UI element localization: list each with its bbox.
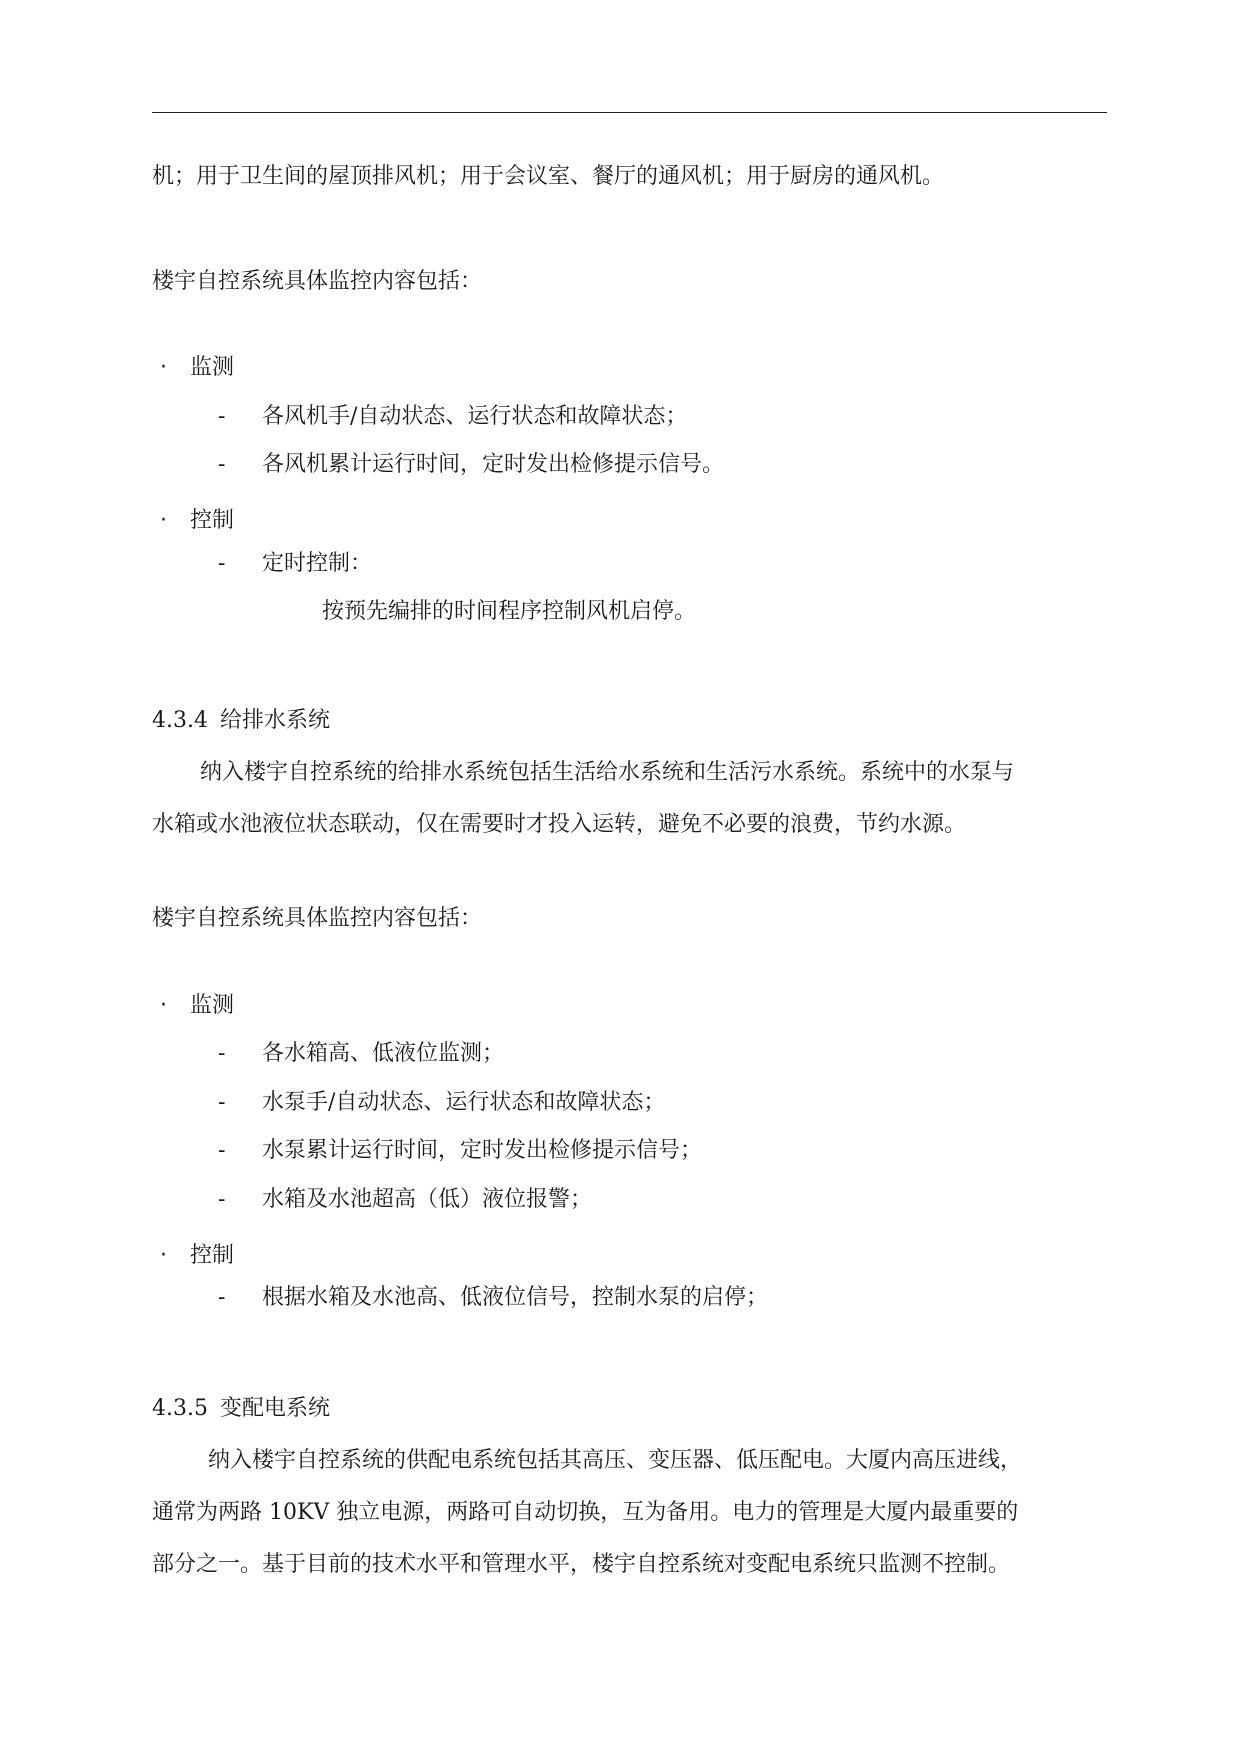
section-a-control: · 控制 (160, 508, 235, 533)
section-434-control-item: - 根据水箱及水池高、低液位信号，控制水泵的启停； (218, 1285, 769, 1310)
section-a-monitor-item: - 各风机手/自动状态、运行状态和故障状态； (218, 404, 688, 429)
section-434-heading2: 楼宇自控系统具体监控内容包括： (152, 906, 483, 931)
section-434-monitor-item: - 水泵手/自动状态、运行状态和故障状态； (218, 1090, 666, 1115)
section-a-control-detail: 按预先编排的时间程序控制风机启停。 (322, 599, 697, 624)
section-a-heading: 楼宇自控系统具体监控内容包括： (152, 269, 483, 294)
section-434-monitor: · 监测 (160, 993, 235, 1018)
section-a-monitor-item: - 各风机累计运行时间，定时发出检修提示信号。 (218, 452, 725, 477)
header-rule (152, 112, 1107, 113)
section-434-heading: 4.3.4 给排水系统 (152, 708, 330, 733)
section-434-paragraph: 纳入楼宇自控系统的给排水系统包括生活给水系统和生活污水系统。系统中的水泵与 水箱或水池液位状态联动，仅在需要时才投入运转，避免不必要的浪费，节约水源。 (152, 760, 1015, 837)
section-434-control: · 控制 (160, 1243, 235, 1268)
section-434-monitor-item: - 各水箱高、低液位监测； (218, 1041, 505, 1066)
section-435-paragraph: 纳入楼宇自控系统的供配电系统包括其高压、变压器、低压配电。大厦内高压进线， 通常为两路 10KV 独立电源，两路可自动切换，互为备用。电力的管理是大厦内最重要的 部分之一。基于目前的技术水平和管理水平，楼宇自控系统对变配电系统只监测不控制。 (152, 1448, 1023, 1577)
section-a-monitor: · 监测 (160, 355, 235, 380)
section-434-monitor-item: - 水泵累计运行时间，定时发出检修提示信号； (218, 1138, 703, 1163)
section-a-control-item: - 定时控制： (218, 551, 373, 576)
intro-line: 机；用于卫生间的屋顶排风机；用于会议室、餐厅的通风机；用于厨房的通风机。 (152, 164, 945, 189)
section-434-monitor-item: - 水箱及水池超高（低）液位报警； (218, 1187, 593, 1212)
section-435-heading: 4.3.5 变配电系统 (152, 1396, 330, 1421)
